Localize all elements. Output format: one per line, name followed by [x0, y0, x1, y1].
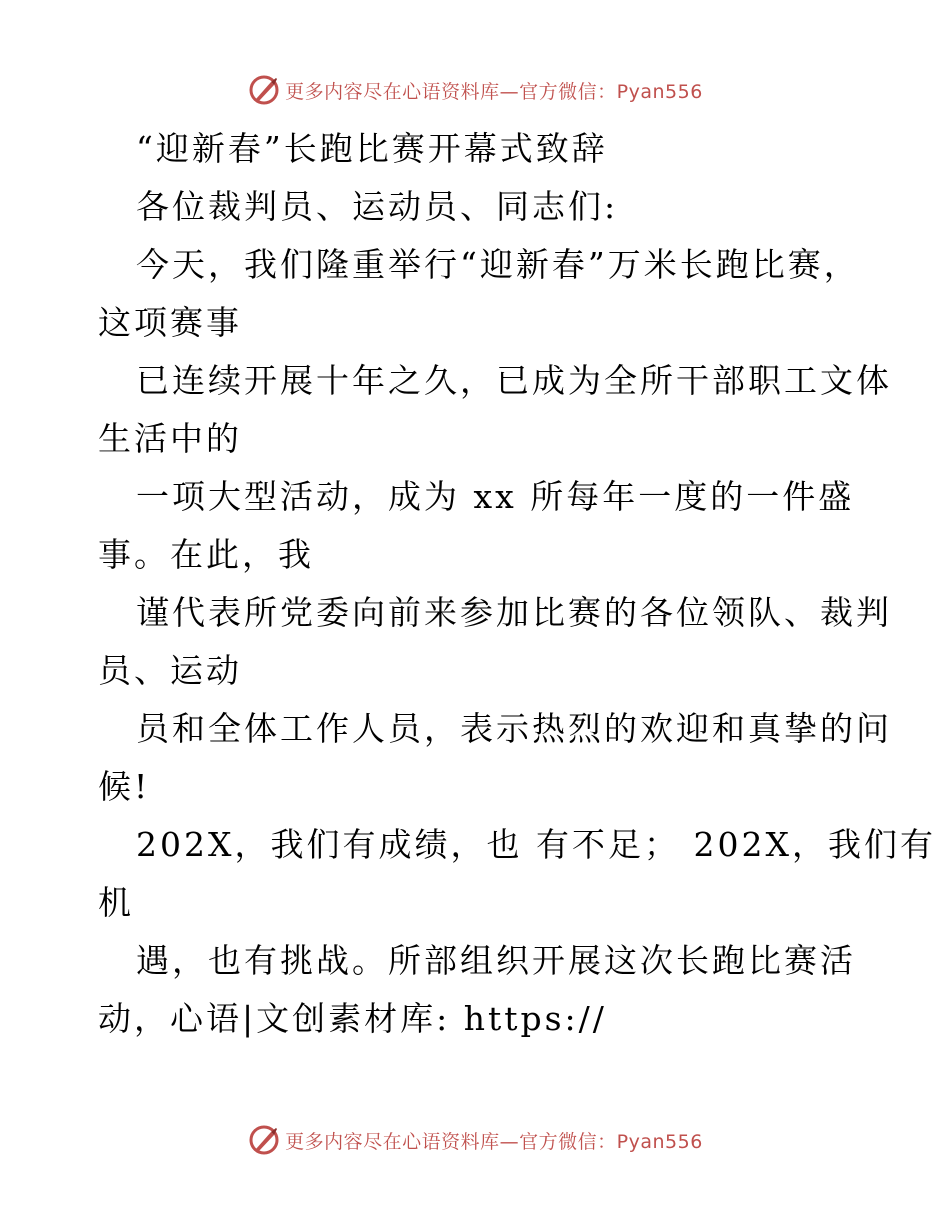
quill-logo-icon: [247, 1123, 281, 1157]
document-title: “迎新春”长跑比赛开幕式致辞: [136, 129, 608, 168]
text-line: 候!: [98, 767, 151, 806]
text-line: 已连续开展十年之久，已成为全所干部职工文体: [136, 361, 892, 400]
footer-watermark: [0, 1120, 950, 1160]
document-body: [98, 120, 936, 1048]
text-line: 生活中的: [98, 419, 242, 458]
quill-logo-icon: [247, 73, 281, 107]
header-watermark-text: 更多内容尽在心语资料库—官方微信：Pyan556: [285, 80, 703, 103]
text-line: 今天，我们隆重举行“迎新春”万米长跑比赛，: [136, 245, 860, 284]
text-line: 遇，也有挑战。所部组织开展这次长跑比赛活: [136, 941, 856, 980]
text-line: 谨代表所党委向前来参加比赛的各位领队、裁判: [136, 593, 892, 632]
header-watermark: [0, 70, 950, 110]
footer-watermark-text: 更多内容尽在心语资料库—官方微信：Pyan556: [285, 1130, 703, 1153]
text-line: 这项赛事: [98, 303, 242, 342]
text-line: 事。在此，我: [98, 535, 314, 574]
text-line: 动，心语|文创素材库: https://: [98, 999, 607, 1038]
text-line: 202X，我们有成绩，也 有不足； 202X，我们有: [136, 825, 936, 864]
text-line: 机: [98, 883, 134, 922]
text-line: 一项大型活动，成为 xx 所每年一度的一件盛: [136, 477, 855, 516]
text-line: 员和全体工作人员，表示热烈的欢迎和真挚的问: [136, 709, 892, 748]
text-line: 员、运动: [98, 651, 242, 690]
text-line: 各位裁判员、运动员、同志们:: [136, 187, 619, 226]
